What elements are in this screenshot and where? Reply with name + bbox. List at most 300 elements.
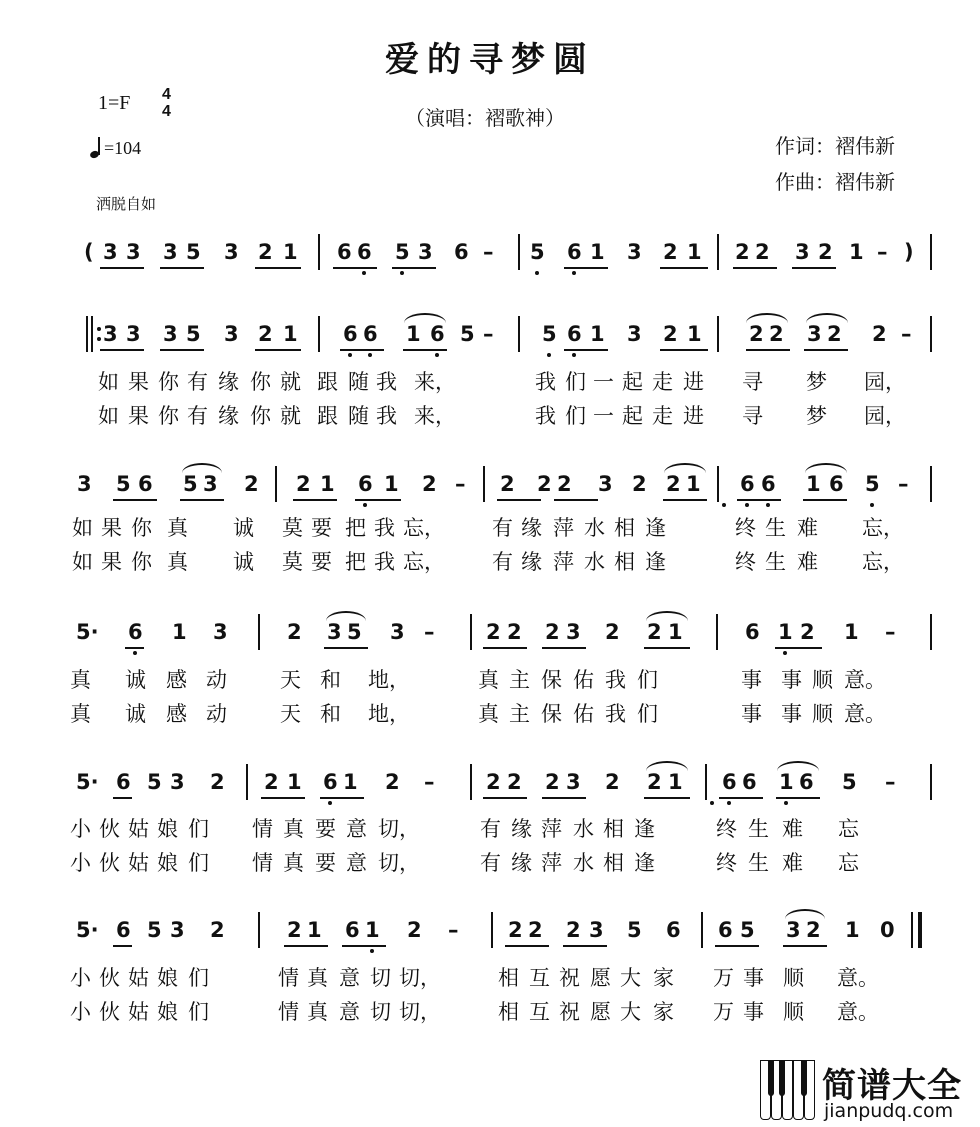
lyric-char: 真: [167, 550, 188, 574]
beam-underline: [342, 945, 386, 947]
lyric-char: 如: [72, 516, 93, 540]
beam-underline: [644, 647, 690, 649]
note: 5: [395, 240, 410, 264]
note: 2: [258, 322, 273, 346]
note: 6: [116, 918, 131, 942]
lyric-char: 如: [72, 550, 93, 574]
note: 3: [418, 240, 433, 264]
bracket: (: [84, 240, 94, 264]
note: 1: [307, 918, 322, 942]
lyric-char: 天: [280, 702, 301, 726]
lyric-char: 一: [593, 404, 614, 428]
note: 2: [663, 322, 678, 346]
note: 3: [589, 918, 604, 942]
lyric-char: 娘: [157, 817, 178, 841]
lyric-char: 动: [206, 668, 227, 692]
lyric-char: 情: [252, 817, 273, 841]
beam-underline: [719, 797, 763, 799]
lyric-char: 有: [187, 404, 208, 428]
lyric-char: 切，: [378, 851, 420, 875]
lyric-char: 事: [743, 966, 764, 990]
beam-underline: [293, 499, 337, 501]
beam-underline: [340, 349, 384, 351]
low-octave-dot: [727, 801, 731, 805]
note: 6: [343, 322, 358, 346]
lyric-char: 我: [605, 668, 626, 692]
beam-underline: [333, 267, 377, 269]
lyric-char: 相: [603, 817, 624, 841]
lyric-char: 意。: [844, 702, 886, 726]
lyric-char: 寻: [742, 370, 763, 394]
lyric-line: [0, 698, 980, 728]
note: 1: [287, 770, 302, 794]
note: 2: [258, 240, 273, 264]
lyric-char: 忘，: [403, 516, 445, 540]
note: 2: [507, 770, 522, 794]
barline: [717, 466, 719, 502]
note: 2: [800, 620, 815, 644]
lyric-char: 忘: [838, 851, 859, 875]
note: 1: [172, 620, 187, 644]
lyric-char: 顺: [783, 1000, 804, 1024]
lyric-char: 要: [315, 817, 336, 841]
lyric-char: 缘: [511, 817, 532, 841]
beam-underline: [497, 499, 541, 501]
barline: [518, 234, 520, 270]
lyric-char: 和: [320, 668, 341, 692]
lyric-char: 切，: [378, 817, 420, 841]
lyric-char: 保: [541, 702, 562, 726]
slur: [182, 463, 222, 473]
note: 5: [116, 472, 131, 496]
barline: [246, 764, 248, 800]
lyric-char: 感: [166, 702, 187, 726]
slur: [664, 463, 706, 473]
note: 3: [224, 322, 239, 346]
lyric-char: 你: [131, 516, 152, 540]
beam-underline: [284, 945, 328, 947]
dash: –: [901, 322, 912, 346]
beam-underline: [660, 267, 708, 269]
lyric-line: [0, 512, 980, 542]
note: 6: [718, 918, 733, 942]
time-signature: [162, 86, 171, 120]
lyric-char: 有: [480, 817, 501, 841]
note: 3: [795, 240, 810, 264]
lyric-char: 有: [492, 550, 513, 574]
note: 2: [557, 472, 572, 496]
note: 6: [722, 770, 737, 794]
lyric-char: 你: [250, 404, 271, 428]
note: 1: [845, 918, 860, 942]
lyric-char: 小: [70, 966, 91, 990]
lyric-char: 意: [346, 817, 367, 841]
lyric-char: 水: [584, 550, 605, 574]
note: 5: [842, 770, 857, 794]
beam-underline: [554, 499, 598, 501]
slur: [326, 611, 366, 621]
note: 6: [761, 472, 776, 496]
lyric-char: 小: [70, 817, 91, 841]
lyric-line: [0, 546, 980, 576]
lyric-line: [0, 847, 980, 877]
lyric-char: 水: [573, 851, 594, 875]
note: 3: [103, 322, 118, 346]
lyric-char: 天: [280, 668, 301, 692]
note: 2: [647, 770, 662, 794]
beam-underline: [483, 797, 527, 799]
note: 3: [213, 620, 228, 644]
slur: [646, 611, 688, 621]
note: 5: [186, 322, 201, 346]
lyric-char: 莫: [282, 516, 303, 540]
note: 3: [566, 770, 581, 794]
lyric-line: [0, 996, 980, 1026]
note: 2: [507, 620, 522, 644]
note: 2: [566, 918, 581, 942]
note: 1: [779, 770, 794, 794]
note: 3: [224, 240, 239, 264]
lyric-char: 事: [781, 702, 802, 726]
lyric-char: 动: [206, 702, 227, 726]
barline: [930, 764, 932, 800]
note: 2: [244, 472, 259, 496]
lyric-char: 难: [797, 550, 818, 574]
lyric-char: 逢: [645, 516, 666, 540]
lyric-char: 我: [535, 370, 556, 394]
barline: [930, 316, 932, 352]
note: 2: [663, 240, 678, 264]
lyric-char: 意: [339, 1000, 360, 1024]
beam-underline: [505, 945, 549, 947]
lyric-char: 来，: [414, 404, 456, 428]
lyric-char: 难: [797, 516, 818, 540]
beam-underline: [542, 797, 586, 799]
lyric-char: 伙: [99, 851, 120, 875]
logo-name: 简谱大全: [822, 1066, 962, 1106]
lyric-char: 们: [637, 702, 658, 726]
note: 2: [872, 322, 887, 346]
note: 2: [508, 918, 523, 942]
lyric-char: 诚: [233, 550, 254, 574]
barline: [717, 234, 719, 270]
lyric-char: 梦: [806, 404, 827, 428]
barline: [483, 466, 485, 502]
note: 6: [742, 770, 757, 794]
lyric-char: 相: [498, 1000, 519, 1024]
lyric-char: 意。: [844, 668, 886, 692]
logo-url: jianpudq.com: [824, 1100, 954, 1122]
note: 2: [537, 472, 552, 496]
lyric-char: 大: [620, 1000, 641, 1024]
note: 5: [542, 322, 557, 346]
lyric-char: 萍: [553, 516, 574, 540]
lyric-char: 有: [480, 851, 501, 875]
lyric-char: 伙: [99, 817, 120, 841]
note: 3: [163, 322, 178, 346]
lyric-char: 事: [781, 668, 802, 692]
note: 2: [605, 770, 620, 794]
barline: [258, 614, 260, 650]
note: 2: [818, 240, 833, 264]
lyric-char: 跟: [317, 404, 338, 428]
beam-underline: [100, 267, 144, 269]
expression-marking: 洒脱自如: [96, 195, 157, 213]
lyric-char: 园，: [864, 370, 906, 394]
note: 6: [829, 472, 844, 496]
note: 5: [530, 240, 545, 264]
note: 3: [566, 620, 581, 644]
lyric-char: 诚: [125, 702, 146, 726]
lyric-char: 真: [283, 817, 304, 841]
beam-underline: [261, 797, 305, 799]
lyric-char: 小: [70, 1000, 91, 1024]
lyric-char: 大: [620, 966, 641, 990]
lyric-char: 把: [345, 516, 366, 540]
lyric-char: 忘，: [862, 550, 904, 574]
lyric-char: 情: [278, 966, 299, 990]
lyric-char: 切，: [399, 1000, 441, 1024]
note: 6: [454, 240, 469, 264]
note: 3: [126, 240, 141, 264]
lyric-char: 走: [652, 370, 673, 394]
lyric-char: 意。: [837, 1000, 879, 1024]
note: 1: [849, 240, 864, 264]
note: 6: [745, 620, 760, 644]
slur: [806, 313, 848, 323]
lyric-char: 生: [748, 817, 769, 841]
lyric-char: 走: [652, 404, 673, 428]
note: 6: [363, 322, 378, 346]
note: 1: [283, 322, 298, 346]
note: 5: [183, 472, 198, 496]
beam-underline: [792, 267, 836, 269]
lyric-char: 要: [311, 550, 332, 574]
lyric-char: 地，: [368, 668, 410, 692]
slur: [404, 313, 446, 323]
lyric-char: 意: [346, 851, 367, 875]
quarter-note-icon: [90, 136, 100, 158]
lyric-char: 就: [280, 404, 301, 428]
lyric-char: 进: [683, 404, 704, 428]
lyric-char: 姑: [128, 1000, 149, 1024]
lyric-char: 真: [478, 668, 499, 692]
note: 5: [147, 770, 162, 794]
lyric-char: 缘: [521, 550, 542, 574]
note: 2: [545, 770, 560, 794]
low-octave-dot: [783, 651, 787, 655]
lyric-char: 祝: [559, 966, 580, 990]
note: 1: [844, 620, 859, 644]
note: 1: [668, 770, 683, 794]
beam-underline: [564, 267, 608, 269]
lyric-char: 们: [188, 817, 209, 841]
lyricist-credit: 作词：褶伟新: [775, 134, 895, 158]
low-octave-dot: [362, 271, 366, 275]
lyric-char: 真: [70, 668, 91, 692]
lyric-line: [0, 813, 980, 843]
note: 1: [778, 620, 793, 644]
lyric-char: 缘: [218, 404, 239, 428]
barline: [470, 764, 472, 800]
note: 5: [147, 918, 162, 942]
low-octave-dot: [547, 353, 551, 357]
tempo-marking: [90, 136, 141, 159]
lyric-char: 娘: [157, 1000, 178, 1024]
lyric-char: 终: [735, 516, 756, 540]
beam-underline: [563, 945, 607, 947]
beam-underline: [804, 349, 848, 351]
low-octave-dot: [435, 353, 439, 357]
lyric-char: 互: [529, 1000, 550, 1024]
note: 3: [807, 322, 822, 346]
note: 6: [128, 620, 143, 644]
lyric-char: 缘: [218, 370, 239, 394]
lyric-char: 切: [370, 1000, 391, 1024]
beam-underline: [180, 499, 224, 501]
note: 1: [687, 322, 702, 346]
low-octave-dot: [710, 801, 714, 805]
lyric-char: 果: [101, 516, 122, 540]
time-sig-bottom: 4: [162, 103, 171, 120]
lyric-char: 要: [315, 851, 336, 875]
lyric-char: 顺: [812, 668, 833, 692]
lyric-char: 们: [188, 851, 209, 875]
slur: [777, 761, 819, 771]
lyric-line: [0, 366, 980, 396]
dash: –: [898, 472, 909, 496]
slur: [785, 909, 825, 919]
note: 1: [590, 322, 605, 346]
note: 2: [422, 472, 437, 496]
key-signature: 1=F: [98, 92, 131, 114]
dash: –: [424, 620, 435, 644]
note: 2: [632, 472, 647, 496]
lyric-char: 起: [622, 404, 643, 428]
bracket: ): [904, 240, 914, 264]
note: 6: [323, 770, 338, 794]
lyric-char: 娘: [157, 966, 178, 990]
beam-underline: [715, 945, 759, 947]
barline: [275, 466, 277, 502]
lyric-char: 终: [716, 817, 737, 841]
lyric-char: 姑: [128, 966, 149, 990]
note: 6: [116, 770, 131, 794]
beam-underline: [255, 267, 301, 269]
lyric-char: 伙: [99, 966, 120, 990]
note: 2: [264, 770, 279, 794]
low-octave-dot: [870, 503, 874, 507]
lyric-char: 园，: [864, 404, 906, 428]
beam-underline: [255, 349, 301, 351]
lyric-char: 相: [614, 550, 635, 574]
slur: [805, 463, 847, 473]
lyric-char: 生: [748, 851, 769, 875]
note: 3: [126, 322, 141, 346]
low-octave-dot: [348, 353, 352, 357]
barline: [318, 316, 320, 352]
lyric-char: 真: [307, 966, 328, 990]
note: 3: [390, 620, 405, 644]
barline: [491, 912, 493, 948]
note: 2: [647, 620, 662, 644]
dash: –: [483, 322, 494, 346]
site-logo: [760, 1058, 972, 1120]
beam-underline: [776, 797, 820, 799]
lyric-char: 水: [584, 516, 605, 540]
lyric-char: 忘: [838, 817, 859, 841]
beam-underline: [113, 797, 132, 799]
lyric-char: 真: [283, 851, 304, 875]
barline: [705, 764, 707, 800]
lyric-char: 逢: [634, 817, 655, 841]
barline: [518, 316, 520, 352]
beam-underline: [644, 797, 690, 799]
lyric-char: 就: [280, 370, 301, 394]
lyric-char: 我: [535, 404, 556, 428]
note: 2: [749, 322, 764, 346]
note: 1: [365, 918, 380, 942]
dash: –: [885, 770, 896, 794]
lyric-char: 寻: [742, 404, 763, 428]
note: 5: [347, 620, 362, 644]
lyric-line: [0, 664, 980, 694]
lyric-char: 事: [741, 668, 762, 692]
note: 5·: [76, 918, 99, 942]
dash: –: [877, 240, 888, 264]
lyric-char: 感: [166, 668, 187, 692]
lyric-char: 情: [252, 851, 273, 875]
lyric-char: 我: [376, 404, 397, 428]
lyric-char: 主: [509, 702, 530, 726]
lyric-char: 真: [167, 516, 188, 540]
slur: [646, 761, 688, 771]
lyric-char: 逢: [645, 550, 666, 574]
low-octave-dot: [133, 651, 137, 655]
note: 6: [337, 240, 352, 264]
lyric-char: 跟: [317, 370, 338, 394]
barline: [930, 466, 932, 502]
note: 2: [500, 472, 515, 496]
lyric-char: 万: [713, 1000, 734, 1024]
lyric-char: 顺: [812, 702, 833, 726]
lyric-char: 忘，: [403, 550, 445, 574]
lyric-line: [0, 962, 980, 992]
note: 6: [567, 322, 582, 346]
lyric-char: 们: [565, 370, 586, 394]
note: 2: [806, 918, 821, 942]
beam-underline: [733, 267, 777, 269]
barline: [717, 316, 719, 352]
note: 6: [357, 240, 372, 264]
tempo-value: =104: [104, 138, 142, 158]
beam-underline: [324, 647, 368, 649]
low-octave-dot: [745, 503, 749, 507]
lyric-char: 主: [509, 668, 530, 692]
beam-underline: [160, 349, 204, 351]
beam-underline: [746, 349, 790, 351]
note: 5: [865, 472, 880, 496]
barline: [701, 912, 703, 948]
note: 3: [103, 240, 118, 264]
barline: [258, 912, 260, 948]
lyric-char: 事: [741, 702, 762, 726]
note: 3: [786, 918, 801, 942]
beam-underline: [392, 267, 436, 269]
song-title: 爱的寻梦圆: [385, 40, 595, 80]
low-octave-dot: [722, 503, 726, 507]
note: 1: [590, 240, 605, 264]
